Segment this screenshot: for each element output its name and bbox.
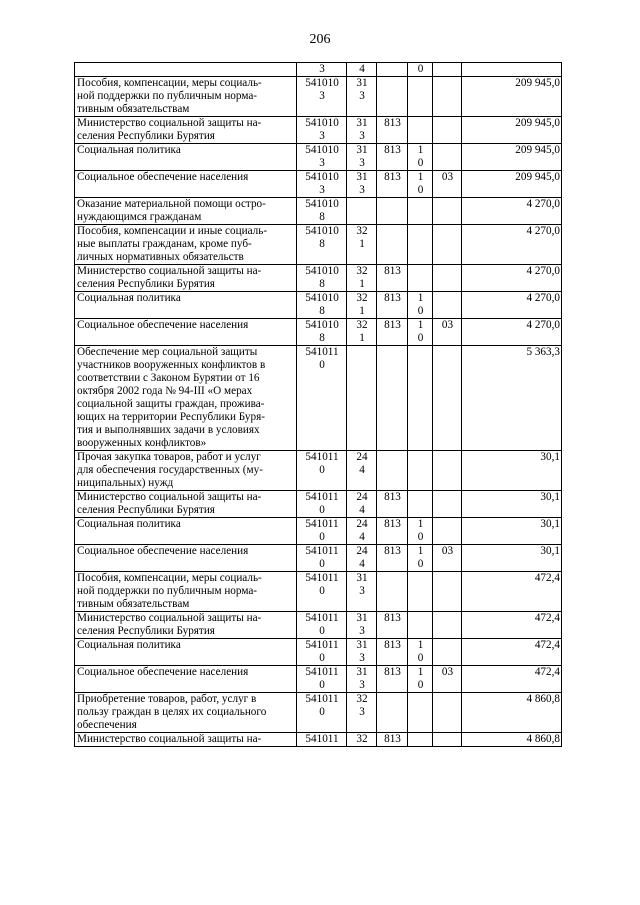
administrator-code-cell: 813 — [377, 319, 408, 346]
budget-table — [74, 62, 562, 747]
subsection-code-cell — [433, 225, 462, 265]
amount-cell: 4 270,0 — [462, 198, 562, 225]
section-code-cell — [408, 572, 433, 612]
subsection-code-cell: 03 — [433, 666, 462, 693]
expense-type-code-cell: 24 4 — [347, 545, 377, 572]
target-article-code-cell: 541010 3 — [297, 171, 347, 198]
section-code-cell — [408, 346, 433, 451]
table-row — [75, 171, 562, 198]
item-name-cell — [75, 63, 297, 77]
section-code-cell: 1 0 — [408, 666, 433, 693]
amount-cell: 30,1 — [462, 518, 562, 545]
administrator-code-cell — [377, 198, 408, 225]
administrator-code-cell — [377, 346, 408, 451]
amount-cell: 30,1 — [462, 451, 562, 491]
expense-type-code-cell: 31 3 — [347, 144, 377, 171]
item-name-cell: Министерство социальной защиты на- селения Республики Бурятия — [75, 265, 297, 292]
amount-cell: 30,1 — [462, 545, 562, 572]
subsection-code-cell — [433, 491, 462, 518]
administrator-code-cell: 813 — [377, 117, 408, 144]
expense-type-code-cell: 24 4 — [347, 491, 377, 518]
item-name-cell: Социальная политика — [75, 518, 297, 545]
item-name-cell: Социальное обеспечение населения — [75, 666, 297, 693]
subsection-code-cell — [433, 117, 462, 144]
expense-type-code-cell: 31 3 — [347, 666, 377, 693]
section-code-cell: 1 0 — [408, 292, 433, 319]
item-name-cell: Обеспечение мер социальной защиты участников вооруженных конфликтов в соответствии с Законом Бурятии от 16 октября 2002 года № 94-III «О мерах социальной защиты граждан, прожива- ющих на территории Республики Буря- тия и выполнявших задачи в условиях вооруженных конфликтов» — [75, 346, 297, 451]
table-row — [75, 518, 562, 545]
amount-cell: 4 860,8 — [462, 733, 562, 747]
table-body — [75, 63, 562, 747]
target-article-code-cell: 541011 0 — [297, 666, 347, 693]
administrator-code-cell — [377, 572, 408, 612]
amount-cell: 209 945,0 — [462, 77, 562, 117]
section-code-cell: 1 0 — [408, 639, 433, 666]
section-code-cell: 1 0 — [408, 144, 433, 171]
expense-type-code-cell: 4 — [347, 63, 377, 77]
administrator-code-cell: 813 — [377, 491, 408, 518]
target-article-code-cell: 541011 0 — [297, 572, 347, 612]
subsection-code-cell — [433, 518, 462, 545]
administrator-code-cell: 813 — [377, 612, 408, 639]
section-code-cell — [408, 225, 433, 265]
target-article-code-cell: 541011 0 — [297, 491, 347, 518]
table-row — [75, 144, 562, 171]
section-code-cell: 1 0 — [408, 319, 433, 346]
expense-type-code-cell: 32 3 — [347, 693, 377, 733]
expense-type-code-cell: 32 — [347, 733, 377, 747]
table-row — [75, 666, 562, 693]
administrator-code-cell: 813 — [377, 171, 408, 198]
section-code-cell — [408, 491, 433, 518]
item-name-cell: Министерство социальной защиты на- селения Республики Бурятия — [75, 491, 297, 518]
subsection-code-cell: 03 — [433, 171, 462, 198]
expense-type-code-cell: 31 3 — [347, 171, 377, 198]
administrator-code-cell: 813 — [377, 666, 408, 693]
administrator-code-cell — [377, 693, 408, 733]
item-name-cell: Пособия, компенсации, меры социаль- ной поддержки по публичным норма- тивным обязательствам — [75, 572, 297, 612]
item-name-cell: Пособия, компенсации и иные социаль- ные выплаты гражданам, кроме пуб- личных нормативных обязательств — [75, 225, 297, 265]
subsection-code-cell — [433, 346, 462, 451]
administrator-code-cell: 813 — [377, 518, 408, 545]
administrator-code-cell — [377, 63, 408, 77]
table-row — [75, 693, 562, 733]
table-row — [75, 545, 562, 572]
target-article-code-cell: 541011 0 — [297, 545, 347, 572]
subsection-code-cell — [433, 265, 462, 292]
amount-cell: 472,4 — [462, 572, 562, 612]
item-name-cell: Оказание материальной помощи остро- нуждающимся гражданам — [75, 198, 297, 225]
target-article-code-cell: 541011 0 — [297, 612, 347, 639]
subsection-code-cell — [433, 693, 462, 733]
item-name-cell: Социальное обеспечение населения — [75, 319, 297, 346]
administrator-code-cell: 813 — [377, 144, 408, 171]
table-row — [75, 319, 562, 346]
expense-type-code-cell: 24 4 — [347, 518, 377, 545]
target-article-code-cell: 541011 — [297, 733, 347, 747]
amount-cell: 209 945,0 — [462, 171, 562, 198]
expense-type-code-cell — [347, 346, 377, 451]
section-code-cell: 1 0 — [408, 518, 433, 545]
expense-type-code-cell: 31 3 — [347, 639, 377, 666]
item-name-cell: Министерство социальной защиты на- селения Республики Бурятия — [75, 612, 297, 639]
section-code-cell — [408, 733, 433, 747]
expense-type-code-cell: 32 1 — [347, 319, 377, 346]
subsection-code-cell — [433, 451, 462, 491]
expense-type-code-cell — [347, 198, 377, 225]
table-row — [75, 451, 562, 491]
target-article-code-cell: 3 — [297, 63, 347, 77]
amount-cell: 472,4 — [462, 666, 562, 693]
amount-cell: 4 270,0 — [462, 292, 562, 319]
administrator-code-cell: 813 — [377, 545, 408, 572]
section-code-cell — [408, 198, 433, 225]
target-article-code-cell: 541010 3 — [297, 77, 347, 117]
amount-cell: 209 945,0 — [462, 117, 562, 144]
page-number: 206 — [309, 32, 331, 47]
target-article-code-cell: 541010 3 — [297, 144, 347, 171]
expense-type-code-cell: 32 1 — [347, 225, 377, 265]
amount-cell: 4 270,0 — [462, 225, 562, 265]
section-code-cell — [408, 612, 433, 639]
table-row — [75, 612, 562, 639]
amount-cell: 30,1 — [462, 491, 562, 518]
target-article-code-cell: 541010 8 — [297, 319, 347, 346]
subsection-code-cell — [433, 292, 462, 319]
target-article-code-cell: 541010 8 — [297, 265, 347, 292]
section-code-cell: 0 — [408, 63, 433, 77]
amount-cell — [462, 63, 562, 77]
table-row — [75, 346, 562, 451]
section-code-cell — [408, 693, 433, 733]
amount-cell: 209 945,0 — [462, 144, 562, 171]
expense-type-code-cell: 31 3 — [347, 117, 377, 144]
administrator-code-cell: 813 — [377, 265, 408, 292]
item-name-cell: Социальная политика — [75, 639, 297, 666]
table-row — [75, 292, 562, 319]
expense-type-code-cell: 31 3 — [347, 77, 377, 117]
table-row — [75, 639, 562, 666]
expense-type-code-cell: 24 4 — [347, 451, 377, 491]
amount-cell: 5 363,3 — [462, 346, 562, 451]
subsection-code-cell — [433, 639, 462, 666]
target-article-code-cell: 541011 0 — [297, 451, 347, 491]
item-name-cell: Прочая закупка товаров, работ и услуг для обеспечения государственных (му- ниципальных) нужд — [75, 451, 297, 491]
item-name-cell: Министерство социальной защиты на- селения Республики Бурятия — [75, 117, 297, 144]
target-article-code-cell: 541010 3 — [297, 117, 347, 144]
amount-cell: 4 270,0 — [462, 319, 562, 346]
expense-type-code-cell: 32 1 — [347, 292, 377, 319]
subsection-code-cell — [433, 572, 462, 612]
subsection-code-cell — [433, 144, 462, 171]
expense-type-code-cell: 31 3 — [347, 572, 377, 612]
table-row — [75, 117, 562, 144]
administrator-code-cell: 813 — [377, 639, 408, 666]
amount-cell: 472,4 — [462, 639, 562, 666]
item-name-cell: Министерство социальной защиты на- — [75, 733, 297, 747]
subsection-code-cell: 03 — [433, 545, 462, 572]
table-row — [75, 198, 562, 225]
subsection-code-cell — [433, 63, 462, 77]
target-article-code-cell: 541011 0 — [297, 693, 347, 733]
item-name-cell: Социальная политика — [75, 144, 297, 171]
section-code-cell — [408, 117, 433, 144]
expense-type-code-cell: 32 1 — [347, 265, 377, 292]
subsection-code-cell — [433, 198, 462, 225]
amount-cell: 4 270,0 — [462, 265, 562, 292]
table-row — [75, 491, 562, 518]
table-row — [75, 225, 562, 265]
item-name-cell: Пособия, компенсации, меры социаль- ной поддержки по публичным норма- тивным обязательствам — [75, 77, 297, 117]
target-article-code-cell: 541011 0 — [297, 346, 347, 451]
subsection-code-cell: 03 — [433, 319, 462, 346]
table-row — [75, 265, 562, 292]
administrator-code-cell — [377, 451, 408, 491]
item-name-cell: Социальное обеспечение населения — [75, 171, 297, 198]
subsection-code-cell — [433, 77, 462, 117]
item-name-cell: Социальная политика — [75, 292, 297, 319]
subsection-code-cell — [433, 612, 462, 639]
section-code-cell — [408, 451, 433, 491]
expense-type-code-cell: 31 3 — [347, 612, 377, 639]
amount-cell: 472,4 — [462, 612, 562, 639]
item-name-cell: Социальное обеспечение населения — [75, 545, 297, 572]
administrator-code-cell: 813 — [377, 733, 408, 747]
target-article-code-cell: 541011 0 — [297, 518, 347, 545]
section-code-cell: 1 0 — [408, 545, 433, 572]
table-row — [75, 77, 562, 117]
target-article-code-cell: 541010 8 — [297, 292, 347, 319]
section-code-cell — [408, 77, 433, 117]
target-article-code-cell: 541010 8 — [297, 198, 347, 225]
target-article-code-cell: 541011 0 — [297, 639, 347, 666]
subsection-code-cell — [433, 733, 462, 747]
target-article-code-cell: 541010 8 — [297, 225, 347, 265]
amount-cell: 4 860,8 — [462, 693, 562, 733]
administrator-code-cell — [377, 225, 408, 265]
administrator-code-cell: 813 — [377, 292, 408, 319]
table-row — [75, 63, 562, 77]
section-code-cell: 1 0 — [408, 171, 433, 198]
table-row — [75, 572, 562, 612]
item-name-cell: Приобретение товаров, работ, услуг в пользу граждан в целях их социального обеспечения — [75, 693, 297, 733]
section-code-cell — [408, 265, 433, 292]
table-row — [75, 733, 562, 747]
administrator-code-cell — [377, 77, 408, 117]
